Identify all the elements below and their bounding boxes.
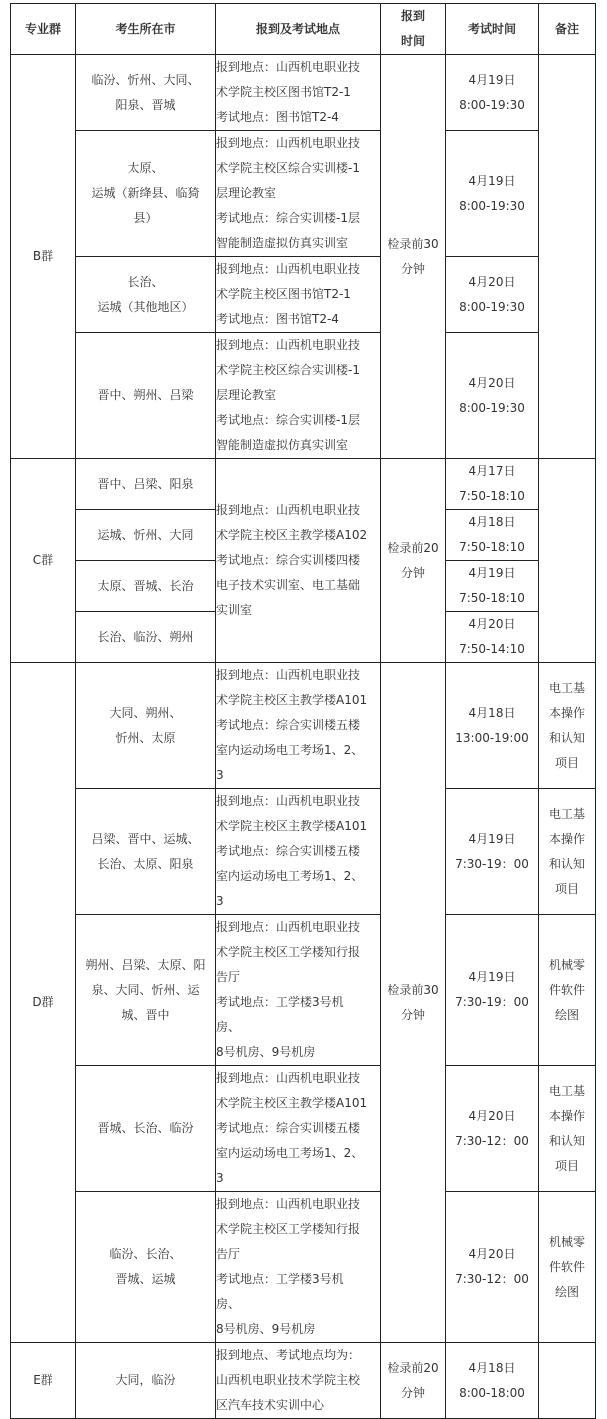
- note-cell: 机械零 件软件 绘图: [539, 915, 596, 1066]
- report-time-cell: 检录前20 分钟: [381, 1343, 446, 1419]
- report-time-cell: 检录前30 分钟: [381, 663, 446, 1343]
- table-row: [11, 131, 596, 257]
- header-exam-time: 考试时间: [446, 4, 539, 55]
- header-report-time: 报到 时间: [381, 4, 446, 55]
- city-cell: 太原、晋城、长治: [76, 561, 216, 612]
- header-row: [11, 4, 596, 55]
- table-row: [11, 459, 596, 510]
- note-cell-empty: [539, 1343, 596, 1419]
- location-cell: 报到地点：山西机电职业技 术学院主校区图书馆T2-1 考试地点：图书馆T2-4: [216, 257, 381, 333]
- exam-time-cell: 4月20日 7:30-12：00: [446, 1066, 539, 1192]
- location-cell: 报到地点：山西机电职业技 术学院主校区主教学楼A101 考试地点：综合实训楼五楼 室内运动场电工考场1、2、 3: [216, 663, 381, 789]
- city-cell: 大同，临汾: [76, 1343, 216, 1419]
- exam-time-cell: 4月19日 8:00-19:30: [446, 131, 539, 257]
- table-row: [11, 55, 596, 131]
- exam-time-cell: 4月19日 7:30-19：00: [446, 789, 539, 915]
- exam-time-cell: 4月18日 7:50-18:10: [446, 510, 539, 561]
- table-row: [11, 663, 596, 789]
- exam-time-cell: 4月19日 7:30-19：00: [446, 915, 539, 1066]
- city-cell: 吕梁、晋中、运城、 长治、太原、阳泉: [76, 789, 216, 915]
- location-cell: 报到地点：山西机电职业技 术学院主校区工学楼知行报 告厅 考试地点：工学楼3号机 房、 8号机房、9号机房: [216, 1192, 381, 1343]
- city-cell: 朔州、吕梁、太原、阳 泉、大同、忻州、运 城、晋中: [76, 915, 216, 1066]
- location-cell: 报到地点、考试地点均为： 山西机电职业技术学院主校 区汽车技术实训中心: [216, 1343, 381, 1419]
- city-cell: 太原、 运城（新绛县、临猗 县）: [76, 131, 216, 257]
- location-cell: 报到地点：山西机电职业技 术学院主校区工学楼知行报 告厅 考试地点：工学楼3号机 房、 8号机房、9号机房: [216, 915, 381, 1066]
- report-time-cell: 检录前20 分钟: [381, 459, 446, 663]
- location-cell: 报到地点：山西机电职业技 术学院主校区综合实训楼-1 层理论教室 考试地点：综合实训楼-1层 智能制造虚拟仿真实训室: [216, 131, 381, 257]
- city-cell: 运城、忻州、大同: [76, 510, 216, 561]
- note-cell-empty: [539, 459, 596, 663]
- exam-time-cell: 4月19日 7:50-18:10: [446, 561, 539, 612]
- table-row: [11, 1066, 596, 1192]
- location-cell: 报到地点：山西机电职业技 术学院主校区主教学楼A101 考试地点：综合实训楼五楼 室内运动场电工考场1、2、 3: [216, 789, 381, 915]
- table-row: [11, 1192, 596, 1343]
- exam-time-cell: 4月17日 7:50-18:10: [446, 459, 539, 510]
- table-row: [11, 1343, 596, 1419]
- header-location: 报到及考试地点: [216, 4, 381, 55]
- location-cell: 报到地点：山西机电职业技 术学院主校区主教学楼A101 考试地点：综合实训楼五楼 室内运动场电工考场1、2、 3: [216, 1066, 381, 1192]
- city-cell: 长治、 运城（其他地区）: [76, 257, 216, 333]
- group-cell: D群: [11, 663, 76, 1343]
- table-row: [11, 789, 596, 915]
- group-cell: E群: [11, 1343, 76, 1419]
- city-cell: 临汾、长治、 晋城、运城: [76, 1192, 216, 1343]
- exam-time-cell: 4月18日 13:00-19:00: [446, 663, 539, 789]
- exam-time-cell: 4月20日 7:30-12：00: [446, 1192, 539, 1343]
- city-cell: 临汾、忻州、大同、 阳泉、晋城: [76, 55, 216, 131]
- group-cell: B群: [11, 55, 76, 459]
- table-row: [11, 333, 596, 459]
- group-cell: C群: [11, 459, 76, 663]
- header-city: 考生所在市: [76, 4, 216, 55]
- city-cell: 晋中、吕梁、阳泉: [76, 459, 216, 510]
- location-cell: 报到地点：山西机电职业技 术学院主校区图书馆T2-1 考试地点：图书馆T2-4: [216, 55, 381, 131]
- note-cell: 机械零 件软件 绘图: [539, 1192, 596, 1343]
- city-cell: 长治、临汾、朔州: [76, 612, 216, 663]
- location-cell: 报到地点：山西机电职业技 术学院主校区综合实训楼-1 层理论教室 考试地点：综合实训楼-1层 智能制造虚拟仿真实训室: [216, 333, 381, 459]
- header-notes: 备注: [539, 4, 596, 55]
- city-cell: 大同、朔州、 忻州、太原: [76, 663, 216, 789]
- city-cell: 晋城、长治、临汾: [76, 1066, 216, 1192]
- note-cell: 电工基 本操作 和认知 项目: [539, 1066, 596, 1192]
- exam-schedule-table: [10, 3, 596, 1419]
- note-cell: 电工基 本操作 和认知 项目: [539, 663, 596, 789]
- table-row: [11, 257, 596, 333]
- exam-time-cell: 4月20日 7:50-14:10: [446, 612, 539, 663]
- city-cell: 晋中、朔州、吕梁: [76, 333, 216, 459]
- note-cell-empty: [539, 55, 596, 459]
- exam-time-cell: 4月19日 8:00-19:30: [446, 55, 539, 131]
- table-row: [11, 915, 596, 1066]
- report-time-cell: 检录前30 分钟: [381, 55, 446, 459]
- exam-time-cell: 4月20日 8:00-19:30: [446, 257, 539, 333]
- header-group: 专业群: [11, 4, 76, 55]
- exam-time-cell: 4月20日 8:00-19:30: [446, 333, 539, 459]
- note-cell: 电工基 本操作 和认知 项目: [539, 789, 596, 915]
- location-cell: 报到地点：山西机电职业技 术学院主校区主教学楼A102 考试地点：综合实训楼四楼 电子技术实训室、电工基础 实训室: [216, 459, 381, 663]
- exam-time-cell: 4月18日 8:00-18:00: [446, 1343, 539, 1419]
